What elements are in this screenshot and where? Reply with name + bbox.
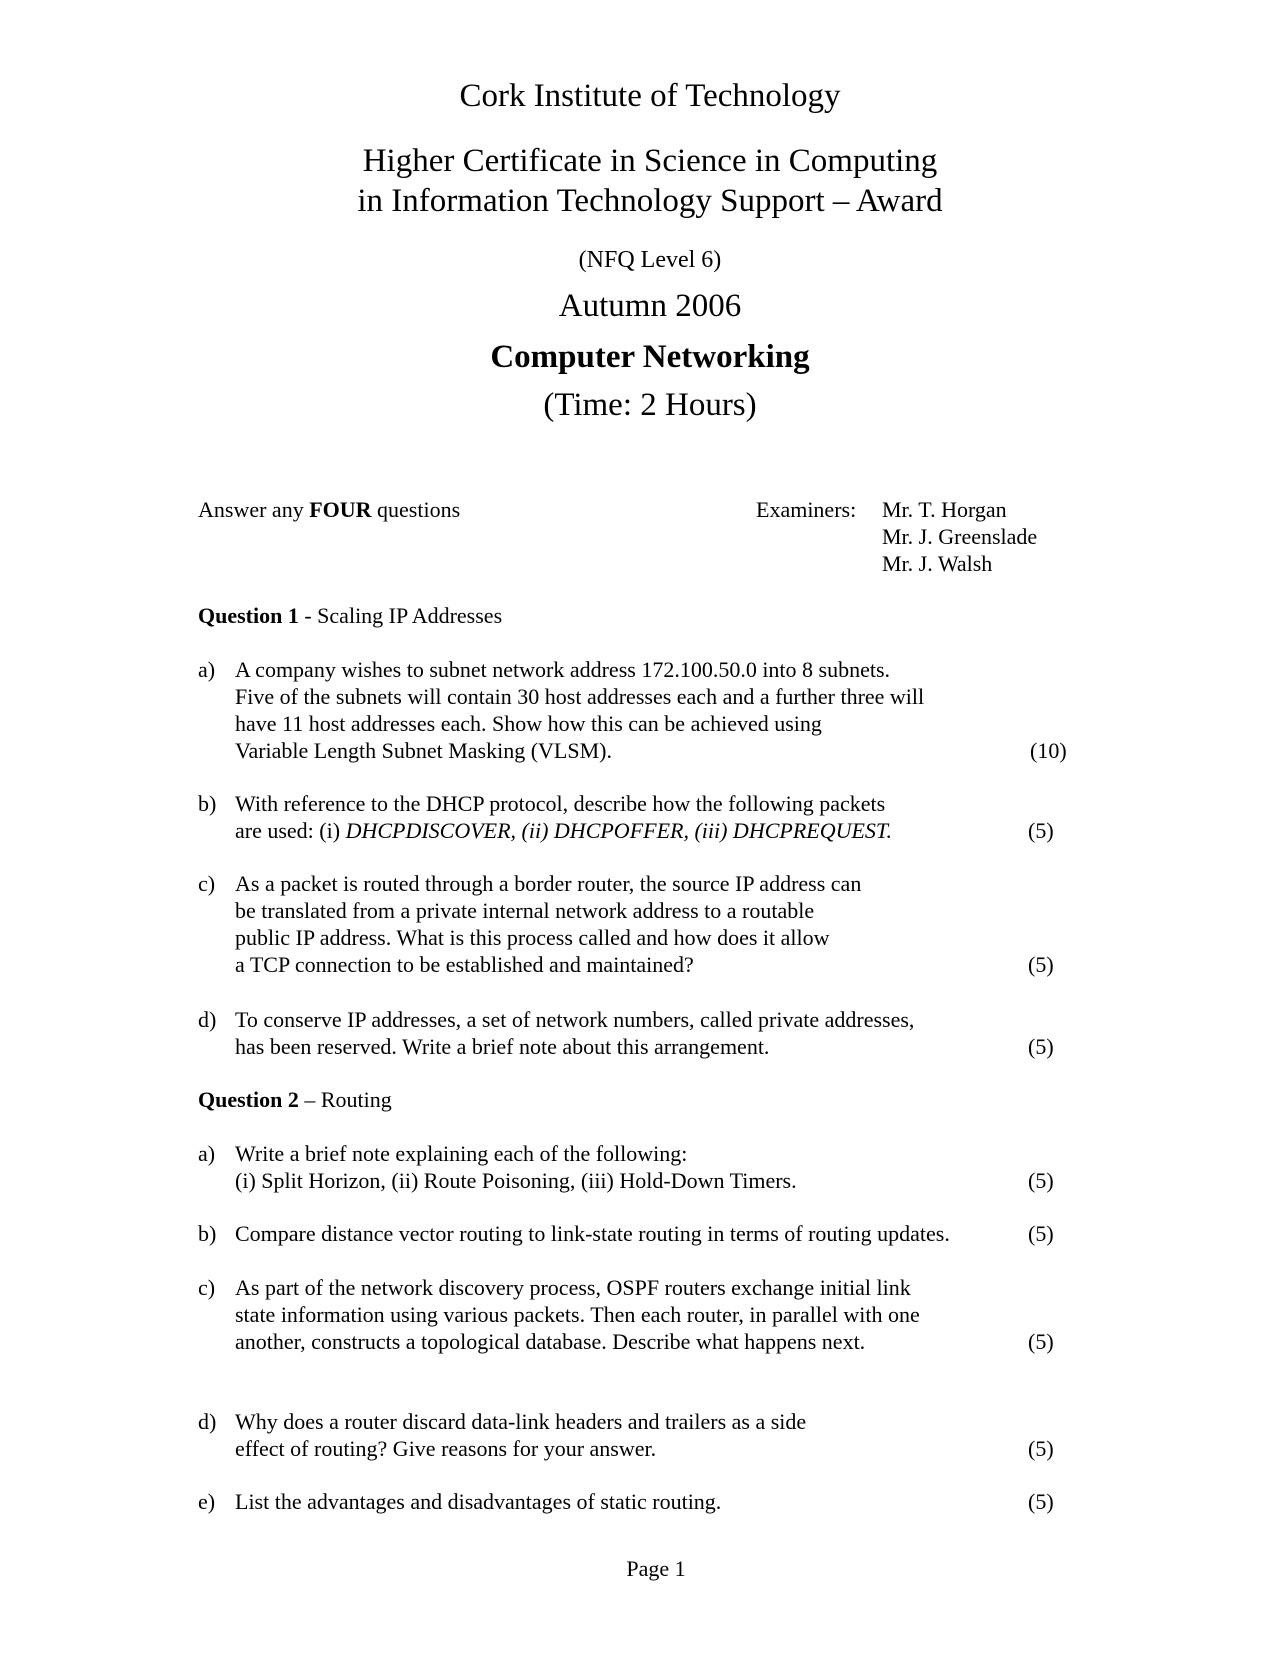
part-text-line: Five of the subnets will contain 30 host addresses each and a further three will xyxy=(235,684,925,709)
exam-duration: (Time: 2 Hours) xyxy=(543,387,757,423)
programme-line-2: in Information Technology Support – Award xyxy=(357,183,943,219)
part-marks: (5) xyxy=(1028,952,1054,977)
question-number: Question 2 xyxy=(198,1087,299,1112)
part-text-line: Variable Length Subnet Masking (VLSM). xyxy=(235,738,612,763)
programme-title xyxy=(0,141,1280,221)
instructions-prefix: Answer any xyxy=(198,497,310,522)
part-marks: (10) xyxy=(1030,738,1067,763)
part-marks: (5) xyxy=(1028,1168,1054,1193)
part-text-line: have 11 host addresses each. Show how this can be achieved using xyxy=(235,711,822,736)
part-marks: (5) xyxy=(1028,818,1054,843)
part-text xyxy=(235,1274,920,1355)
part-text-line: To conserve IP addresses, a set of network numbers, called private addresses, xyxy=(235,1007,915,1032)
answer-instructions xyxy=(198,496,460,523)
programme-line-1: Higher Certificate in Science in Computing xyxy=(362,143,938,179)
question-heading xyxy=(198,1087,392,1113)
part-letter: c) xyxy=(198,871,216,896)
part-text-line: Write a brief note explaining each of the following: xyxy=(235,1141,688,1166)
part-text xyxy=(235,1140,797,1194)
part-letter: d) xyxy=(198,1007,217,1032)
packet-names: DHCPDISCOVER, (ii) DHCPOFFER, (iii) DHCPREQUEST. xyxy=(345,818,893,843)
part-text-line: A company wishes to subnet network address 172.100.50.0 into 8 subnets. xyxy=(235,657,891,682)
question-title: – Routing xyxy=(298,1087,392,1112)
part-letter: d) xyxy=(198,1409,217,1434)
nfq-level: (NFQ Level 6) xyxy=(578,247,722,273)
examiner-name: Mr. T. Horgan xyxy=(882,497,1007,522)
instructions-emphasis: FOUR xyxy=(309,497,372,522)
part-text xyxy=(235,1408,806,1462)
part-text xyxy=(235,1006,914,1060)
part-text-line: be translated from a private internal network address to a routable xyxy=(235,898,815,923)
part-text-line: effect of routing? Give reasons for your answer. xyxy=(235,1436,657,1461)
subject-title: Computer Networking xyxy=(490,339,810,375)
examiner-name: Mr. J. Walsh xyxy=(882,551,993,576)
instructions-suffix: questions xyxy=(371,497,461,522)
part-letter: c) xyxy=(198,1275,216,1300)
question-number: Question 1 xyxy=(198,603,299,628)
part-text-line: has been reserved. Write a brief note about this arrangement. xyxy=(235,1034,770,1059)
part-letter: e) xyxy=(198,1489,216,1514)
question-title: - Scaling IP Addresses xyxy=(298,603,503,628)
exam-session: Autumn 2006 xyxy=(558,288,742,324)
part-text xyxy=(235,1488,721,1515)
page-number: Page 1 xyxy=(626,1556,686,1581)
part-text-line: (i) Split Horizon, (ii) Route Poisoning, (iii) Hold-Down Timers. xyxy=(235,1168,797,1193)
examiners-label: Examiners: xyxy=(756,497,857,522)
part-marks: (5) xyxy=(1028,1221,1054,1246)
part-marks: (5) xyxy=(1028,1489,1054,1514)
part-text-line: another, constructs a topological database. Describe what happens next. xyxy=(235,1329,866,1354)
part-text xyxy=(235,1220,950,1247)
part-letter: a) xyxy=(198,1141,216,1166)
question-heading xyxy=(198,603,502,629)
part-text-line: public IP address. What is this process called and how does it allow xyxy=(235,925,830,950)
part-letter: b) xyxy=(198,1221,217,1246)
part-text-line: Why does a router discard data-link headers and trailers as a side xyxy=(235,1409,807,1434)
part-text xyxy=(235,790,892,844)
part-letter: b) xyxy=(198,791,217,816)
part-text-line: Compare distance vector routing to link-state routing in terms of routing updates. xyxy=(235,1221,950,1246)
part-marks: (5) xyxy=(1028,1436,1054,1461)
part-text xyxy=(235,870,861,978)
part-marks: (5) xyxy=(1028,1329,1054,1354)
part-marks: (5) xyxy=(1028,1034,1054,1059)
examiners-list xyxy=(882,496,1037,577)
part-text-line: With reference to the DHCP protocol, describe how the following packets xyxy=(235,791,886,816)
part-letter: a) xyxy=(198,657,216,682)
part-text-line: List the advantages and disadvantages of static routing. xyxy=(235,1489,722,1514)
part-text-line: are used: (i) DHCPDISCOVER, (ii) DHCPOFFER, (iii) DHCPREQUEST. xyxy=(235,818,893,843)
part-text-line: As part of the network discovery process, OSPF routers exchange initial link xyxy=(235,1275,911,1300)
examiner-name: Mr. J. Greenslade xyxy=(882,524,1038,549)
part-text-line: As a packet is routed through a border router, the source IP address can xyxy=(235,871,862,896)
institution-title: Cork Institute of Technology xyxy=(459,78,841,114)
part-text xyxy=(235,656,924,764)
part-text-line: state information using various packets. Then each router, in parallel with one xyxy=(235,1302,920,1327)
part-text-line: a TCP connection to be established and maintained? xyxy=(235,952,694,977)
